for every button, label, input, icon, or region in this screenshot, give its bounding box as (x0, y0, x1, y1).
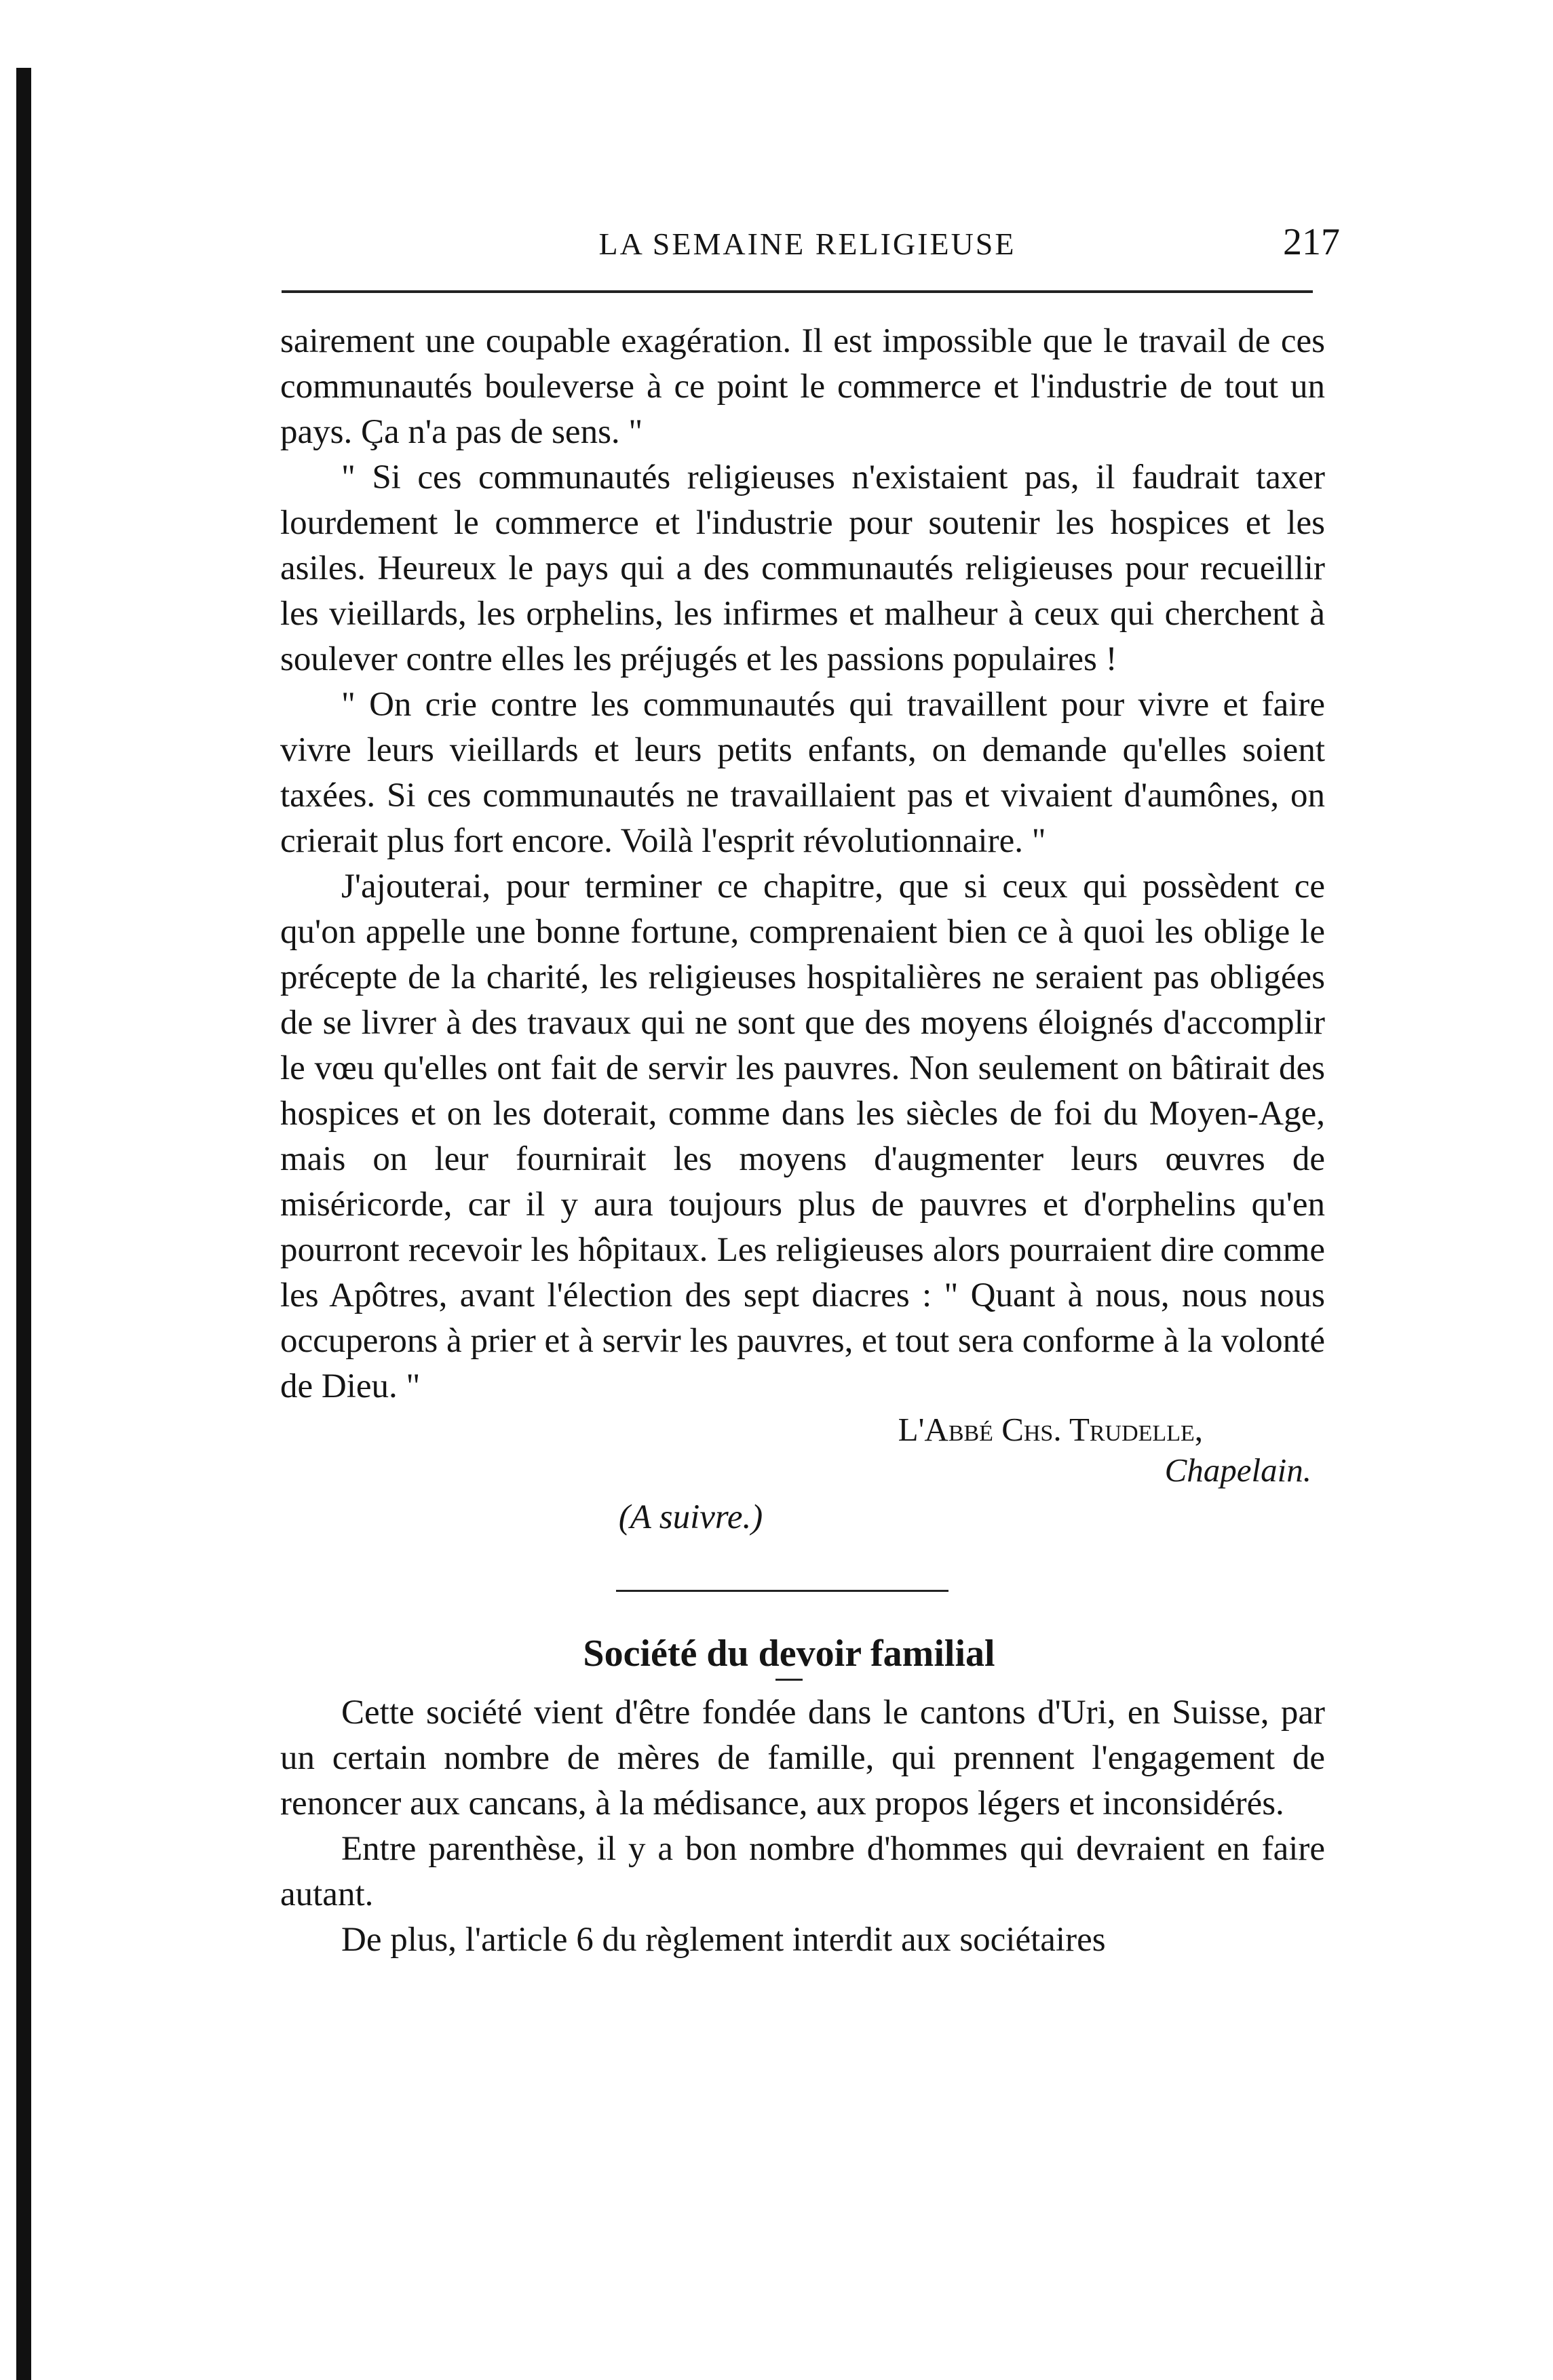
section-divider (616, 1590, 948, 1592)
running-title: LA SEMAINE RELIGIEUSE (598, 227, 1016, 261)
continuation-note: (A suivre.) (618, 1498, 763, 1536)
paragraph: " On crie contre les communautés qui travaillent pour vivre et faire vivre leurs vieillards et leurs petits enfants, on demande qu'elles soient taxées. Si ces communautés ne travaillaient pas et vivaient d'aumônes, on crierait plus fort encore. Voilà l'esprit révolutionnaire. " (280, 686, 1325, 860)
running-header (275, 221, 1340, 267)
paragraph: Cette société vient d'être fondée dans le cantons d'Uri, en Suisse, par un certain nombre de mères de famille, qui prennent l'engagement de renoncer aux cancans, à la médisance, aux propos légers et inconsidérés. (280, 1694, 1325, 1822)
title-dash (775, 1679, 803, 1681)
section-title: Société du devoir familial (583, 1633, 995, 1675)
paragraph: Entre parenthèse, il y a bon nombre d'hommes qui devraient en faire autant. (280, 1830, 1325, 1913)
paragraph: " Si ces communautés religieuses n'existaient pas, il faudrait taxer lourdement le commerce et l'industrie pour soutenir les hospices et les asiles. Heureux le pays qui a des communautés religieuses pour recueillir les vieillards, les orphelins, les infirmes et malheur à ceux qui cherchent à soulever contre elles les préjugés et les passions populaires ! (280, 459, 1325, 678)
page-number: 217 (1283, 221, 1340, 263)
signature-name: L'Abbé Chs. Trudelle, (898, 1411, 1203, 1448)
page-binding-edge (16, 68, 31, 2380)
header-rule (282, 290, 1313, 293)
article-body (280, 319, 1325, 1963)
paragraph: sairement une coupable exagération. Il est impossible que le travail de ces communautés bouleverse à ce point le commerce et l'industrie de tout un pays. Ça n'a pas de sens. " (280, 322, 1325, 451)
paragraph: J'ajouterai, pour terminer ce chapitre, que si ceux qui possèdent ce qu'on appelle une bonne fortune, comprenaient bien ce à quoi les oblige le précepte de la charité, les religieuses hospitalières ne seraient pas obligées de se livrer à des travaux qui ne sont que des moyens éloignés d'accomplir le vœu qu'elles ont fait de servir les pauvres. Non seulement on bâtirait des hospices et on les doterait, comme dans les siècles de foi du Moyen-Age, mais on leur fournirait les moyens d'augmenter leurs œuvres de miséricorde, car il y aura toujours plus de pauvres et d'orphelins qu'en pourront recevoir les hôpitaux. Les religieuses alors pourraient dire comme les Apôtres, avant l'élection des sept diacres : " Quant à nous, nous nous occuperons à prier et à servir les pauvres, et tout sera conforme à la volonté de Dieu. " (280, 867, 1325, 1405)
paragraph: De plus, l'article 6 du règlement interdit aux sociétaires (341, 1921, 1106, 1959)
signature-title: Chapelain. (1164, 1451, 1311, 1489)
